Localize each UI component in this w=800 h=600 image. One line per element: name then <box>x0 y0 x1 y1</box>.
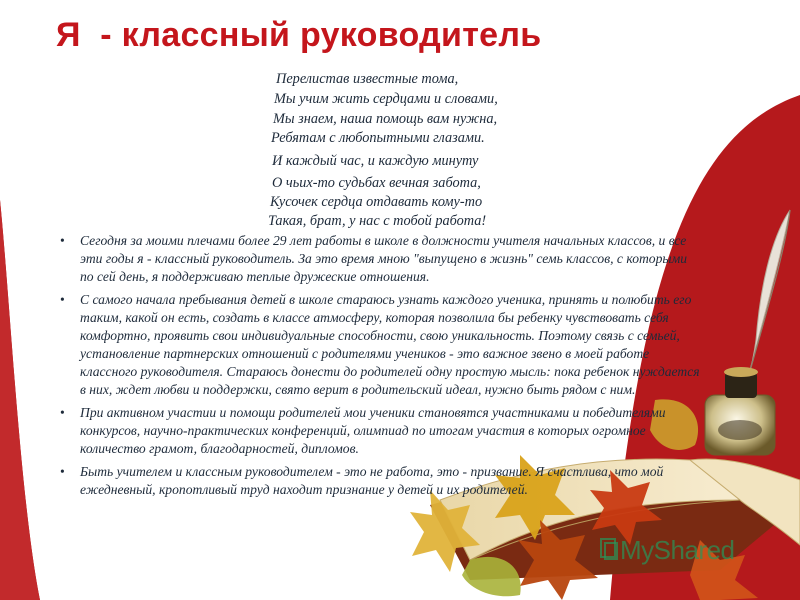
poem-line: Перелистав известные тома, <box>276 71 459 87</box>
bullet-text: С самого начала пребывания детей в школе стараюсь узнать каждого ученика, принять и полюбить его таким, какой он есть, создать в классе атмосферу, которая позволила бы ребенку чувствовать себя комфортно, проявить свои индивидуальные способности, свою уникальность. Поэтому связь с семьей, установление партнерских отношений с родителями учеников - это важное звено в моей работе классного руководителя. Стараюсь донести до родителей одну простую мысль: пока ребенок нуждается в них, ждет любви и поддержки, свято верит в родительский идеал, нужно быть рядом с ним. <box>80 292 700 397</box>
bullet-marker: • <box>60 464 65 479</box>
bullet-list <box>60 232 700 504</box>
poem-line: Ребятам с любопытными глазами. <box>271 130 485 146</box>
bullet-item <box>60 463 700 499</box>
bullet-marker: • <box>60 405 65 420</box>
poem-line: Кусочек сердца отдавать кому-то <box>270 194 483 210</box>
bullet-marker: • <box>60 233 65 248</box>
bullet-text: При активном участии и помощи родителей мои ученики становятся участниками и победителями конкурсов, научно-практических конференций, олимпиад по итогам участия в которых огромное количество грамот, благодарностей, дипломов. <box>80 405 666 456</box>
poem-line: Такая, брат, у нас с тобой работа! <box>268 213 487 229</box>
poem-line: Мы знаем, наша помощь вам нужна, <box>273 111 498 127</box>
bullet-marker: • <box>60 292 65 307</box>
watermark-text: MyShared <box>620 535 735 565</box>
bullet-text: Сегодня за моими плечами более 29 лет работы в школе в должности учителя начальных классов, и все эти годы я - классный руководитель. За это время мною "выпущено в жизнь" семь классов, с которыми по сей день, я поддерживаю теплые дружеские отношения. <box>80 233 688 284</box>
bullet-text: Быть учителем и классным руководителем - это не работа, это - призвание. Я счастлива, что мой ежедневный, кропотливый труд находит признание у детей и их родителей. <box>80 464 664 497</box>
bullet-item <box>60 291 700 399</box>
bullet-item <box>60 404 700 458</box>
poem-line: И каждый час, и каждую минуту <box>272 153 479 169</box>
bullet-item <box>60 232 700 286</box>
poem-line: Мы учим жить сердцами и словами, <box>274 91 498 107</box>
slide-title: Я - классный руководитель <box>56 16 542 54</box>
watermark-icon <box>600 538 618 560</box>
poem-line: О чьих-то судьбах вечная забота, <box>272 175 481 191</box>
